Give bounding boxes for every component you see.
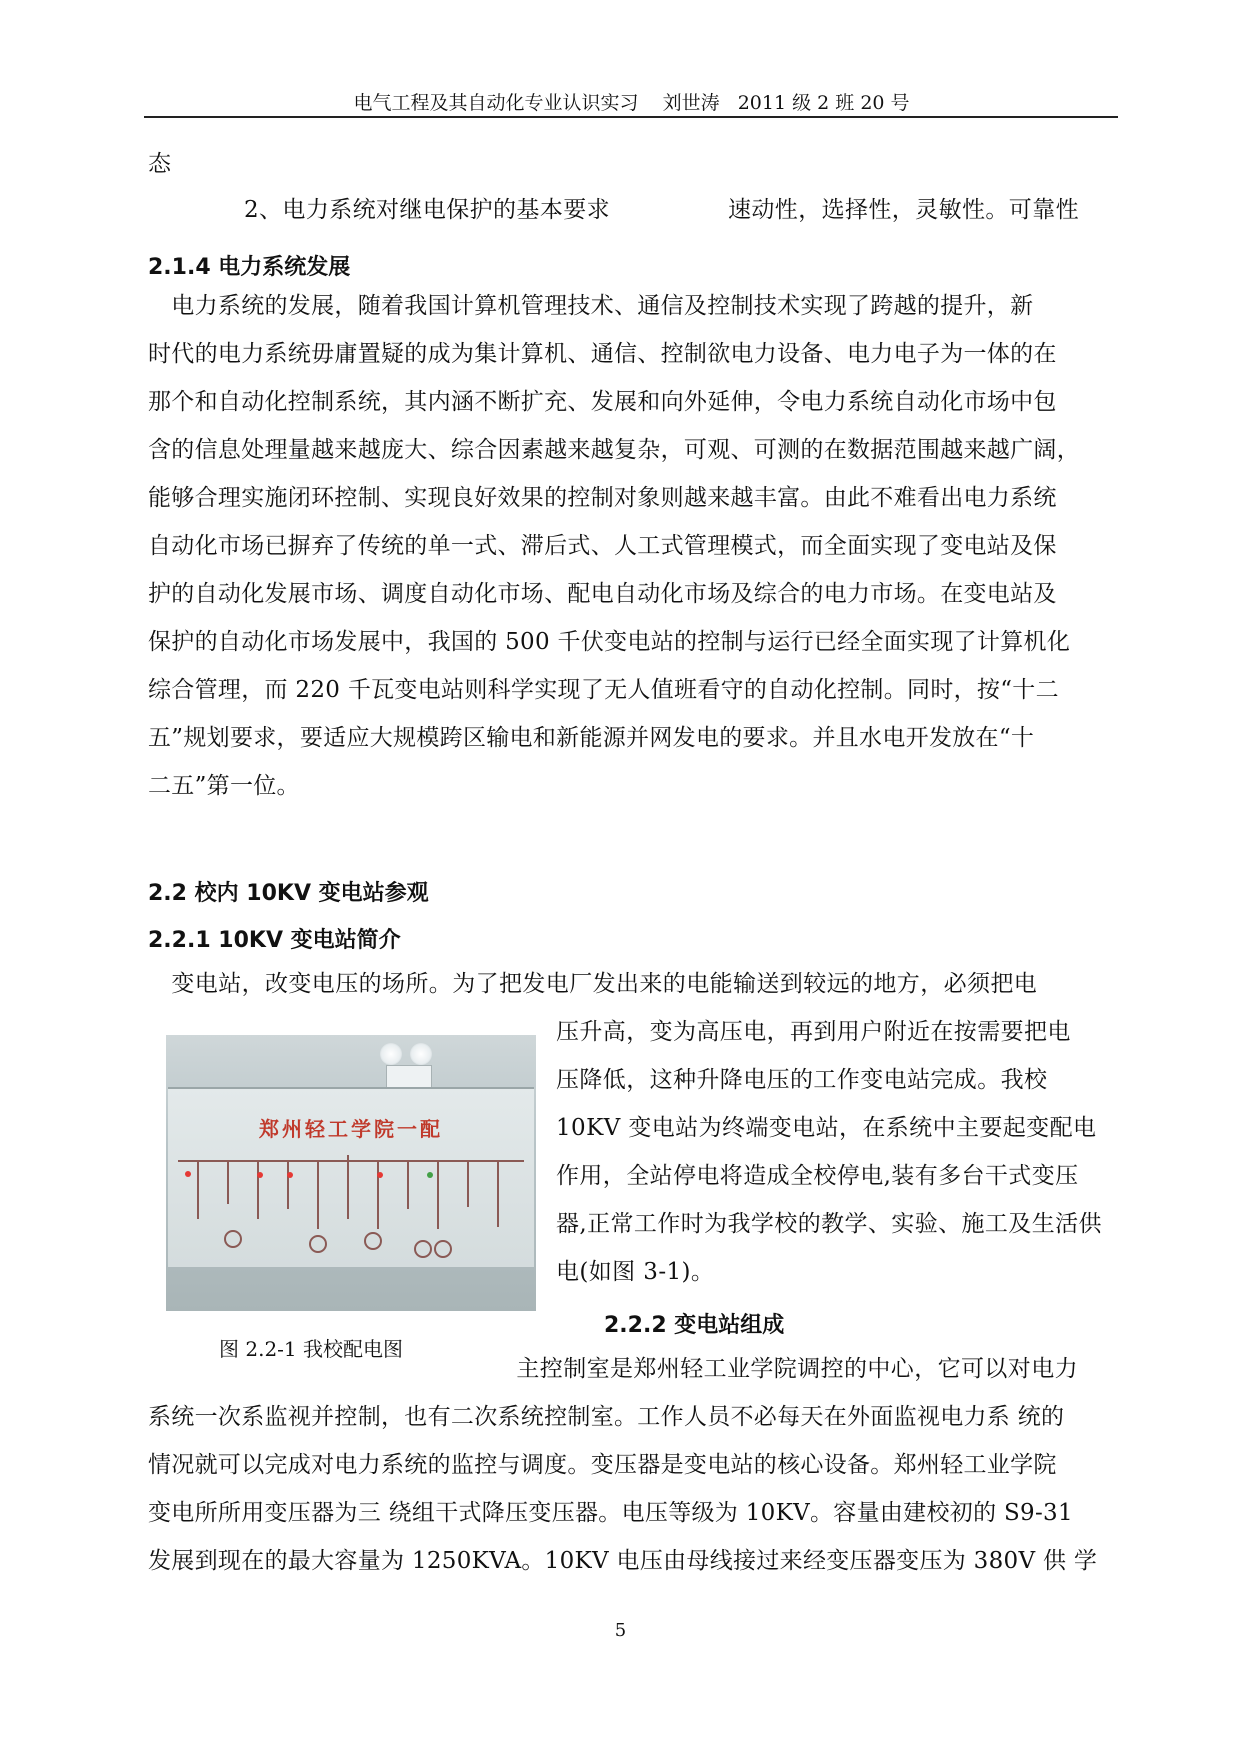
paragraph-line: 电(如图 3-1)。 bbox=[556, 1259, 715, 1285]
paragraph-line: 自动化市场已摒弃了传统的单一式、滞后式、人工式管理模式，而全面实现了变电站及保 bbox=[148, 533, 1057, 559]
paragraph-substation-intro-wrap bbox=[556, 1008, 1102, 1296]
exit-sign-box bbox=[386, 1065, 432, 1089]
figure-caption: 图 2.2-1 我校配电图 bbox=[219, 1337, 404, 1361]
running-header: 电气工程及其自动化专业认识实习 刘世涛 2011 级 2 班 20 号 bbox=[353, 92, 910, 114]
paragraph-line: 系统一次系监视并控制，也有二次系统控制室。工作人员不必每天在外面监视电力系 统的 bbox=[148, 1404, 1065, 1430]
continued-word: 态 bbox=[148, 151, 172, 177]
paragraph-line: 变电所所用变压器为三 绕组干式降压变压器。电压等级为 10KV。容量由建校初的 S9-31 bbox=[148, 1500, 1073, 1526]
paragraph-line: 那个和自动化控制系统，其内涵不断扩充、发展和向外延伸，令电力系统自动化市场中包 bbox=[148, 389, 1057, 415]
paragraph-line: 发展到现在的最大容量为 1250KVA。10KV 电压由母线接过来经变压器变压为 380V 供 学 bbox=[148, 1548, 1098, 1574]
paragraph-line: 护的自动化发展市场、调度自动化市场、配电自动化市场及综合的电力市场。在变电站及 bbox=[148, 581, 1057, 607]
mimic-panel-board bbox=[168, 1087, 534, 1267]
page-number: 5 bbox=[614, 1620, 627, 1641]
section-heading-2-2: 2.2 校内 10KV 变电站参观 bbox=[148, 881, 429, 906]
paragraph-line: 10KV 变电站为终端变电站，在系统中主要起变配电 bbox=[556, 1115, 1097, 1141]
requirements-list: 速动性，选择性，灵敏性。可靠性 bbox=[728, 197, 1079, 223]
paragraph-line: 综合管理，而 220 千瓦变电站则科学实现了无人值班看守的自动化控制。同时，按“十二 bbox=[148, 677, 1059, 703]
paragraph-composition-first-line: 主控制室是郑州轻工业学院调控的中心，它可以对电力 bbox=[493, 1356, 1078, 1382]
paragraph-line: 电力系统的发展，随着我国计算机管理技术、通信及控制技术实现了跨越的提升，新 bbox=[148, 293, 1034, 319]
paragraph-line: 保护的自动化市场发展中，我国的 500 千伏变电站的控制与运行已经全面实现了计算机化 bbox=[148, 629, 1071, 655]
emergency-lamp-icon bbox=[380, 1043, 402, 1065]
paragraph-line: 情况就可以完成对电力系统的监控与调度。变压器是变电站的核心设备。郑州轻工业学院 bbox=[148, 1452, 1057, 1478]
paragraph-substation-intro-line: 变电站，改变电压的场所。为了把发电厂发出来的电能输送到较远的地方，必须把电 bbox=[148, 971, 1038, 997]
paragraph-line: 能够合理实施闭环控制、实现良好效果的控制对象则越来越丰富。由此不难看出电力系统 bbox=[148, 485, 1057, 511]
distribution-panel-photo bbox=[166, 1035, 536, 1311]
section-heading-2-1-4: 2.1.4 电力系统发展 bbox=[148, 255, 351, 280]
paragraph-line: 时代的电力系统毋庸置疑的成为集计算机、通信、控制欲电力设备、电力电子为一体的在 bbox=[148, 341, 1057, 367]
paragraph-line: 作用，全站停电将造成全校停电,装有多台干式变压 bbox=[556, 1163, 1079, 1189]
section-heading-2-2-1: 2.2.1 10KV 变电站简介 bbox=[148, 928, 401, 953]
paragraph-line: 五”规划要求，要适应大规模跨区输电和新能源并网发电的要求。并且水电开发放在“十 bbox=[148, 725, 1035, 751]
paragraph-power-system-development bbox=[148, 282, 1115, 810]
section-heading-2-2-2: 2.2.2 变电站组成 bbox=[604, 1313, 785, 1338]
paragraph-line: 含的信息处理量越来越庞大、综合因素越来越复杂，可观、可测的在数据范围越来越广阔， bbox=[148, 437, 1080, 463]
paragraph-line: 器,正常工作时为我学校的教学、实验、施工及生活供 bbox=[556, 1211, 1102, 1237]
header-rule bbox=[144, 116, 1118, 118]
paragraph-line: 压升高，变为高压电，再到用户附近在按需要把电 bbox=[556, 1019, 1071, 1045]
paragraph-line: 压降低，这种升降电压的工作变电站完成。我校 bbox=[556, 1067, 1048, 1093]
paragraph-substation-composition bbox=[148, 1393, 1115, 1585]
single-line-diagram-drawing bbox=[168, 1089, 534, 1267]
requirements-label: 2、电力系统对继电保护的基本要求 bbox=[244, 197, 611, 223]
emergency-lamp-icon bbox=[410, 1043, 432, 1065]
paragraph-line: 二五”第一位。 bbox=[148, 773, 300, 799]
panel-title: 郑州轻工学院一配 bbox=[259, 1117, 443, 1141]
